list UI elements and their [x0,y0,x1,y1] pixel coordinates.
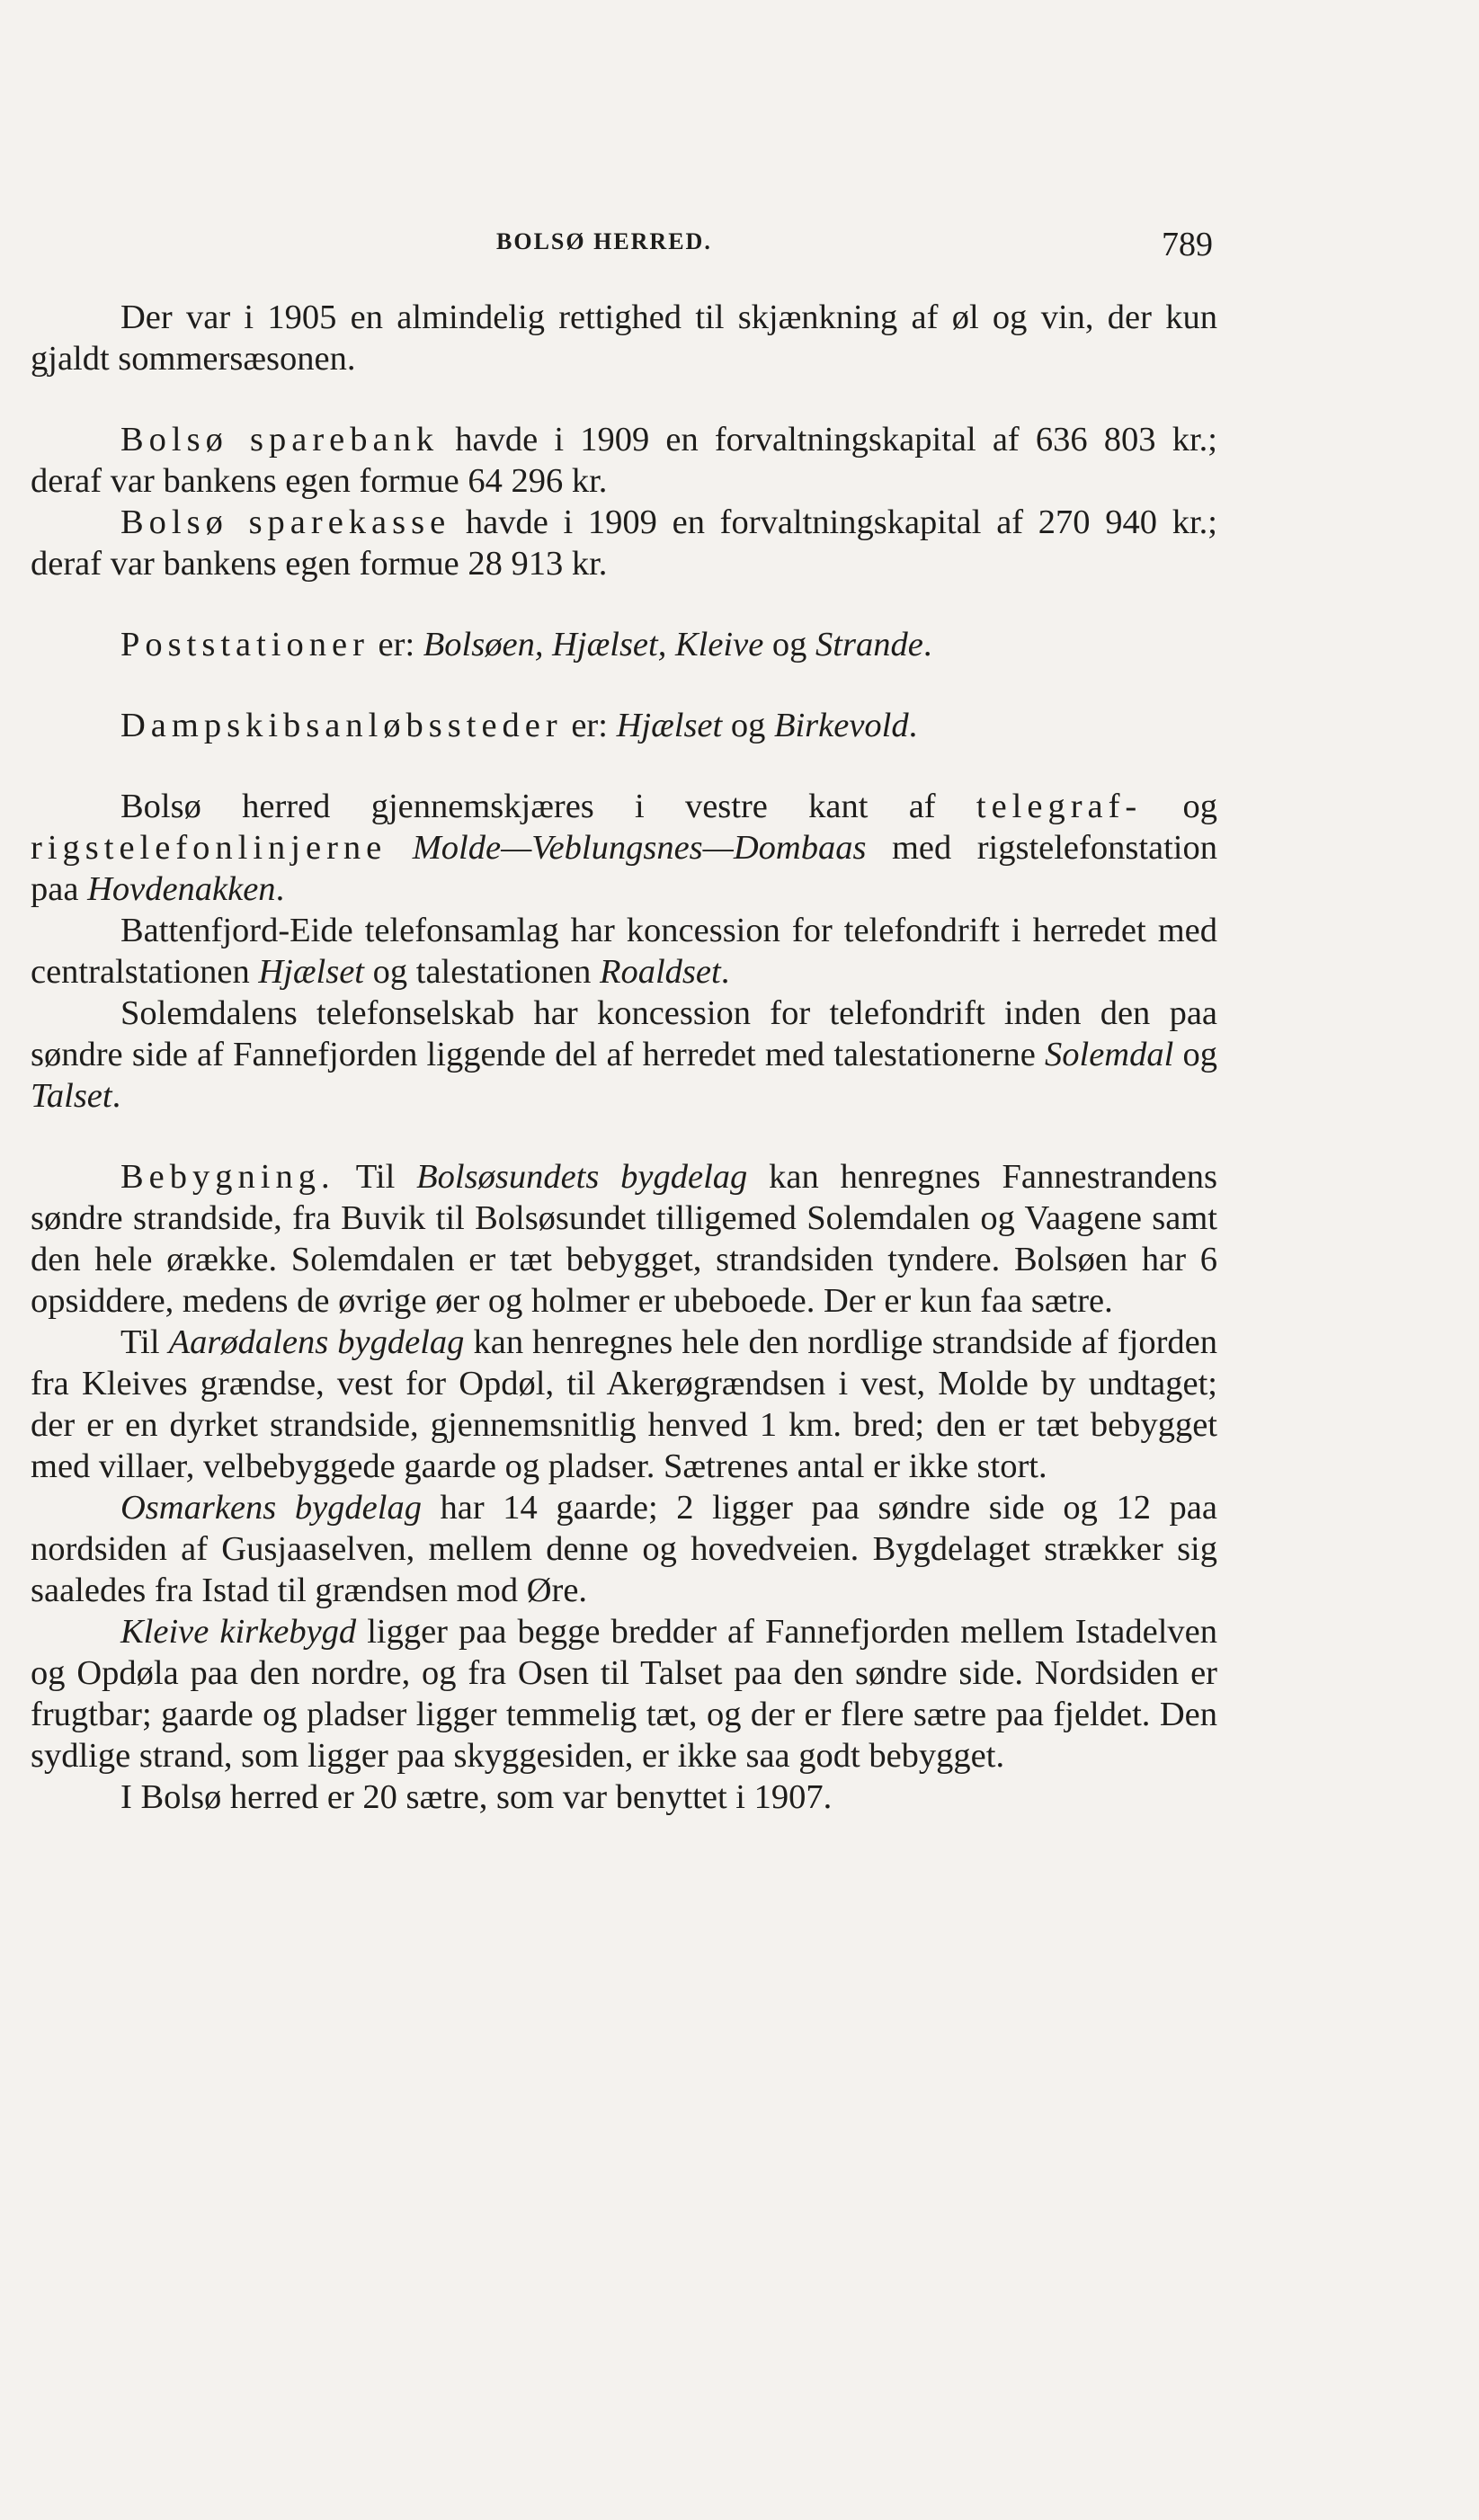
page-number: 789 [1162,226,1213,263]
bygdelag-name: Aarødalens bygdelag [168,1323,465,1361]
paragraph-text: Til [334,1158,417,1196]
spaced-term: Bolsø sparebank [120,421,440,459]
place-name: Hjælset [258,953,365,991]
paragraph-battenfjord [31,910,1217,993]
paragraph-dampskibsanlobssteder [31,705,1217,746]
spaced-term: telegraf- [976,788,1143,825]
spaced-term: Bolsø sparekasse [120,503,451,541]
paragraph-text: I Bolsø herred er 20 sætre, som var benyttet i 1907. [120,1778,833,1816]
paragraph-text: er: [562,707,617,744]
place-name: Strande [815,626,923,663]
spaced-term: Bebygning. [120,1158,335,1196]
paragraph-text: med rigstelefonstation paa [31,829,1218,908]
paragraph-osmarken [31,1487,1217,1611]
paragraph-aarodalen [31,1322,1217,1487]
spaced-term: Dampskibsanløbssteder [120,707,563,744]
place-name: Solemdal [1045,1036,1174,1073]
paragraph-text: Der var i 1905 en almindelig rettighed til skjænkning af øl og vin, der kun gjaldt sommersæsonen. [31,298,1217,378]
paragraph-text: . [275,870,285,908]
place-name: Talset [31,1077,112,1115]
paragraph-text: og [722,707,774,744]
paragraph-text: er: [369,626,423,663]
paragraph-text: Til [120,1323,169,1361]
place-name: Hjælset [616,707,723,744]
paragraph-solemdalen-telefon [31,993,1217,1117]
paragraph-text: . [111,1077,121,1115]
place-name: Bolsøen, Hjælset, Kleive [423,626,764,663]
paragraph-poststationer [31,624,1217,665]
paragraph-text: havde i 1909 en forvaltningskapital af 270 940 kr.; deraf var bankens egen formue 28 913 kr. [31,503,1217,583]
paragraph-text: har 14 gaarde; 2 ligger paa søndre side og 12 paa nordsiden af Gusjaaselven, mellem denne og hovedveien. Bygdelaget strækker sig saaledes fra Istad til grændsen mod Øre. [31,1489,1217,1609]
paragraph-text: Battenfjord-Eide telefonsamlag har koncession for telefondrift i herredet med centralstationen [31,912,1217,991]
paragraph-saetre [31,1776,1217,1818]
bygdelag-name: Kleive kirkebygd [120,1613,357,1651]
paragraph-text: kan henregnes Fannestrandens søndre strandside, fra Buvik til Bolsøsundet tilligemed Solemdalen og Vaagene samt den hele ørække. Solemdalen er tæt bebygget, strandsiden tyndere. Bolsøen har 6 opsiddere, medens de øvrige øer og holmer er ubeboede. Der er kun faa sætre. [31,1158,1217,1320]
paragraph-sparebank [31,419,1217,502]
bygdelag-name: Bolsøsundets bygdelag [416,1158,748,1196]
paragraph-text: . [922,626,932,663]
paragraph-kleive [31,1611,1217,1776]
page-body [31,297,1217,1818]
paragraph-text [387,829,412,867]
paragraph-text: havde i 1909 en forvaltningskapital af 636 803 kr.; deraf var bankens egen formue 64 296 kr. [31,421,1217,500]
paragraph-text: ligger paa begge bredder af Fannefjorden mellem Istadelven og Opdøla paa den nordre, og fra Osen til Talset paa den søndre side. Nordsiden er frugtbar; gaarde og pladser ligger temmelig tæt, og der er flere sætre paa fjeldet. Den sydlige strand, som ligger paa skyggesiden, er ikke saa godt bebygget. [31,1613,1217,1775]
paragraph-text: Solemdalens telefonselskab har koncession for telefondrift inden den paa søndre side af Fannefjorden liggende del af herredet med talestationerne [31,994,1217,1073]
paragraph-skjaenkning [31,297,1217,379]
paragraph-text: kan henregnes hele den nordlige strandside af fjorden fra Kleives grændse, vest for Opdøl, til Akerøgrændsen i vest, Molde by undtaget; der er en dyrket strandside, gjennemsnitlig henved 1 km. bred; den er tæt bebygget med villaer, velbebyggede gaarde og pladser. Sætrenes antal er ikke stort. [31,1323,1217,1485]
paragraph-text: . [720,953,730,991]
page-header [0,225,1479,270]
running-title: BOLSØ HERRED. [496,228,712,254]
paragraph-text: og [1142,788,1218,825]
paragraph-text: og talestationen [364,953,600,991]
paragraph-text: og [763,626,816,663]
place-name: Hovdenakken [87,870,276,908]
paragraph-text: og [1173,1036,1217,1073]
paragraph-text: Bolsø herred gjennemskjæres i vestre kant af [120,788,976,825]
paragraph-bebygning [31,1156,1217,1322]
paragraph-telegraf [31,786,1217,910]
place-name: Birkevold [773,707,909,744]
place-name: Roaldset [599,953,721,991]
bygdelag-name: Osmarkens bygdelag [120,1489,422,1527]
paragraph-text: . [908,707,918,744]
spaced-term: Poststationer [120,626,370,663]
route-name: Molde—Veblungsnes—Dombaas [412,829,867,867]
spaced-term: rigstelefonlinjerne [31,829,388,867]
paragraph-sparekasse [31,502,1217,584]
